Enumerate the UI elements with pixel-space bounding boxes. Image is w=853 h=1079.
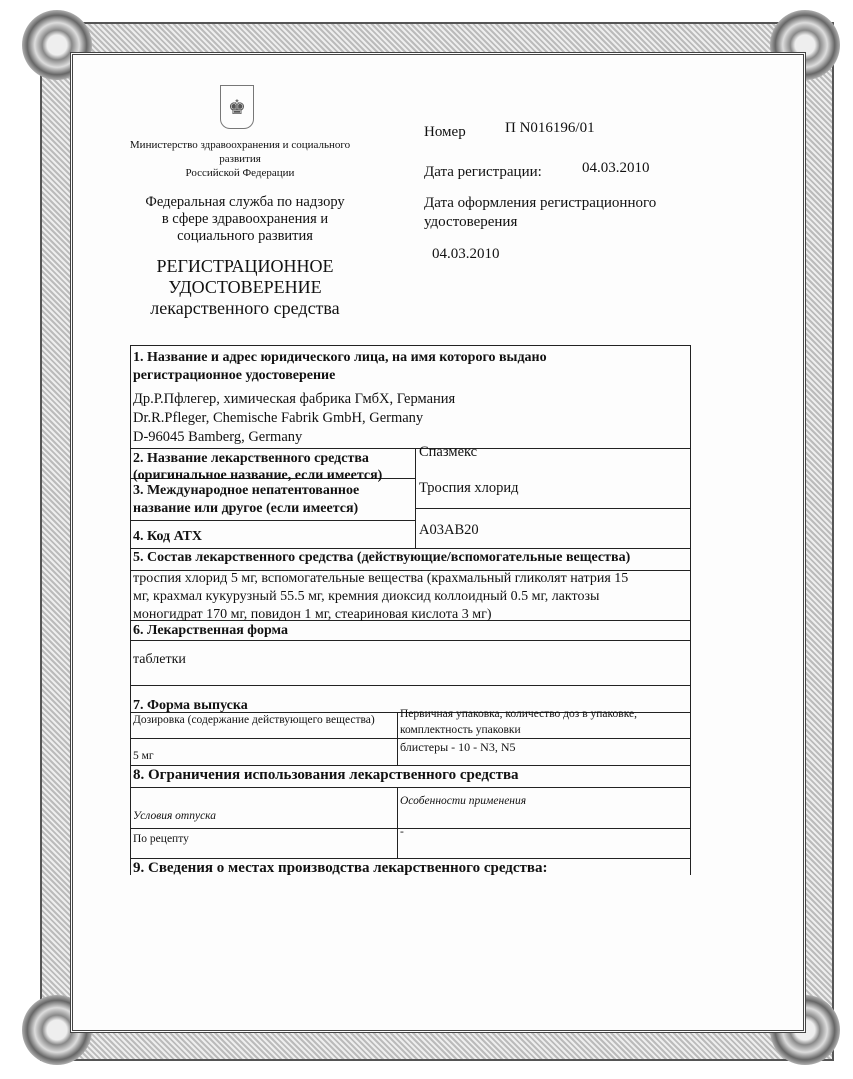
section-5-title: 5. Состав лекарственного средства (действующие/вспомогательные вещества) [133, 550, 631, 565]
section-2-title: 2. Название лекарственного средства (оригинальное название, если имеется) [133, 451, 383, 483]
packaging-label: Первичная упаковка, количество доз в упаковке, комплектность упаковки [400, 708, 637, 736]
ministry-name: Министерство здравоохранения и социального развития Российской Федерации [129, 139, 351, 179]
section-8-title: 8. Ограничения использования лекарственного средства [133, 767, 519, 783]
document-title: РЕГИСТРАЦИОННОЕ УДОСТОВЕРЕНИЕ лекарственного средства [150, 256, 340, 318]
coat-of-arms-icon: ♚ [220, 85, 254, 129]
dispensing-conditions-label: Условия отпуска [133, 810, 217, 822]
usage-features-label: Особенности применения [400, 795, 527, 807]
section-9-title: 9. Сведения о местах производства лекарственного средства: [133, 860, 548, 876]
section-5-value: троспия хлорид 5 мг, вспомогательные вещества (крахмальный гликолят натрия 15 мг, крахмал кукурузный 55.5 мг, кремния диоксид коллоидный 0.5 мг, лактозы моногидрат 170 мг, повидон 1 мг, стеариновая кислота 3 мг) [133, 571, 629, 622]
section-6-title: 6. Лекарственная форма [133, 623, 288, 638]
section-3-value: Троспия хлорид [419, 480, 519, 496]
section-1-value: Др.Р.Пфлегер, химическая фабрика ГмбХ, Германия Dr.R.Pfleger, Chemische Fabrik GmbH, Germany D-96045 Bamberg, Germany [133, 391, 456, 445]
section-1-title: 1. Название и адрес юридического лица, на имя которого выдано регистрационное удостоверение [133, 350, 547, 383]
issue-date-value: 04.03.2010 [432, 246, 500, 262]
usage-features-value: - [400, 826, 404, 838]
section-4-value: A03AB20 [419, 522, 479, 538]
section-3-title: 3. Международное непатентованное название или другое (если имеется) [133, 483, 360, 516]
reg-date-label: Дата регистрации: [424, 164, 542, 180]
number-value: П N016196/01 [505, 120, 595, 136]
section-4-title: 4. Код АТХ [133, 529, 202, 544]
section-6-value: таблетки [133, 652, 186, 667]
dosage-label: Дозировка (содержание действующего вещества) [133, 714, 375, 726]
issue-date-label: Дата оформления регистрационного удостоверения [424, 195, 657, 230]
section-7-title: 7. Форма выпуска [133, 698, 248, 713]
service-name: Федеральная служба по надзору в сфере здравоохранения и социального развития [145, 194, 345, 244]
reg-date-value: 04.03.2010 [582, 160, 650, 176]
dosage-value: 5 мг [133, 750, 154, 762]
section-2-value: Спазмекс [419, 444, 478, 460]
number-label: Номер [424, 124, 466, 140]
packaging-value: блистеры - 10 - N3, N5 [400, 740, 516, 754]
dispensing-conditions-value: По рецепту [133, 833, 189, 845]
